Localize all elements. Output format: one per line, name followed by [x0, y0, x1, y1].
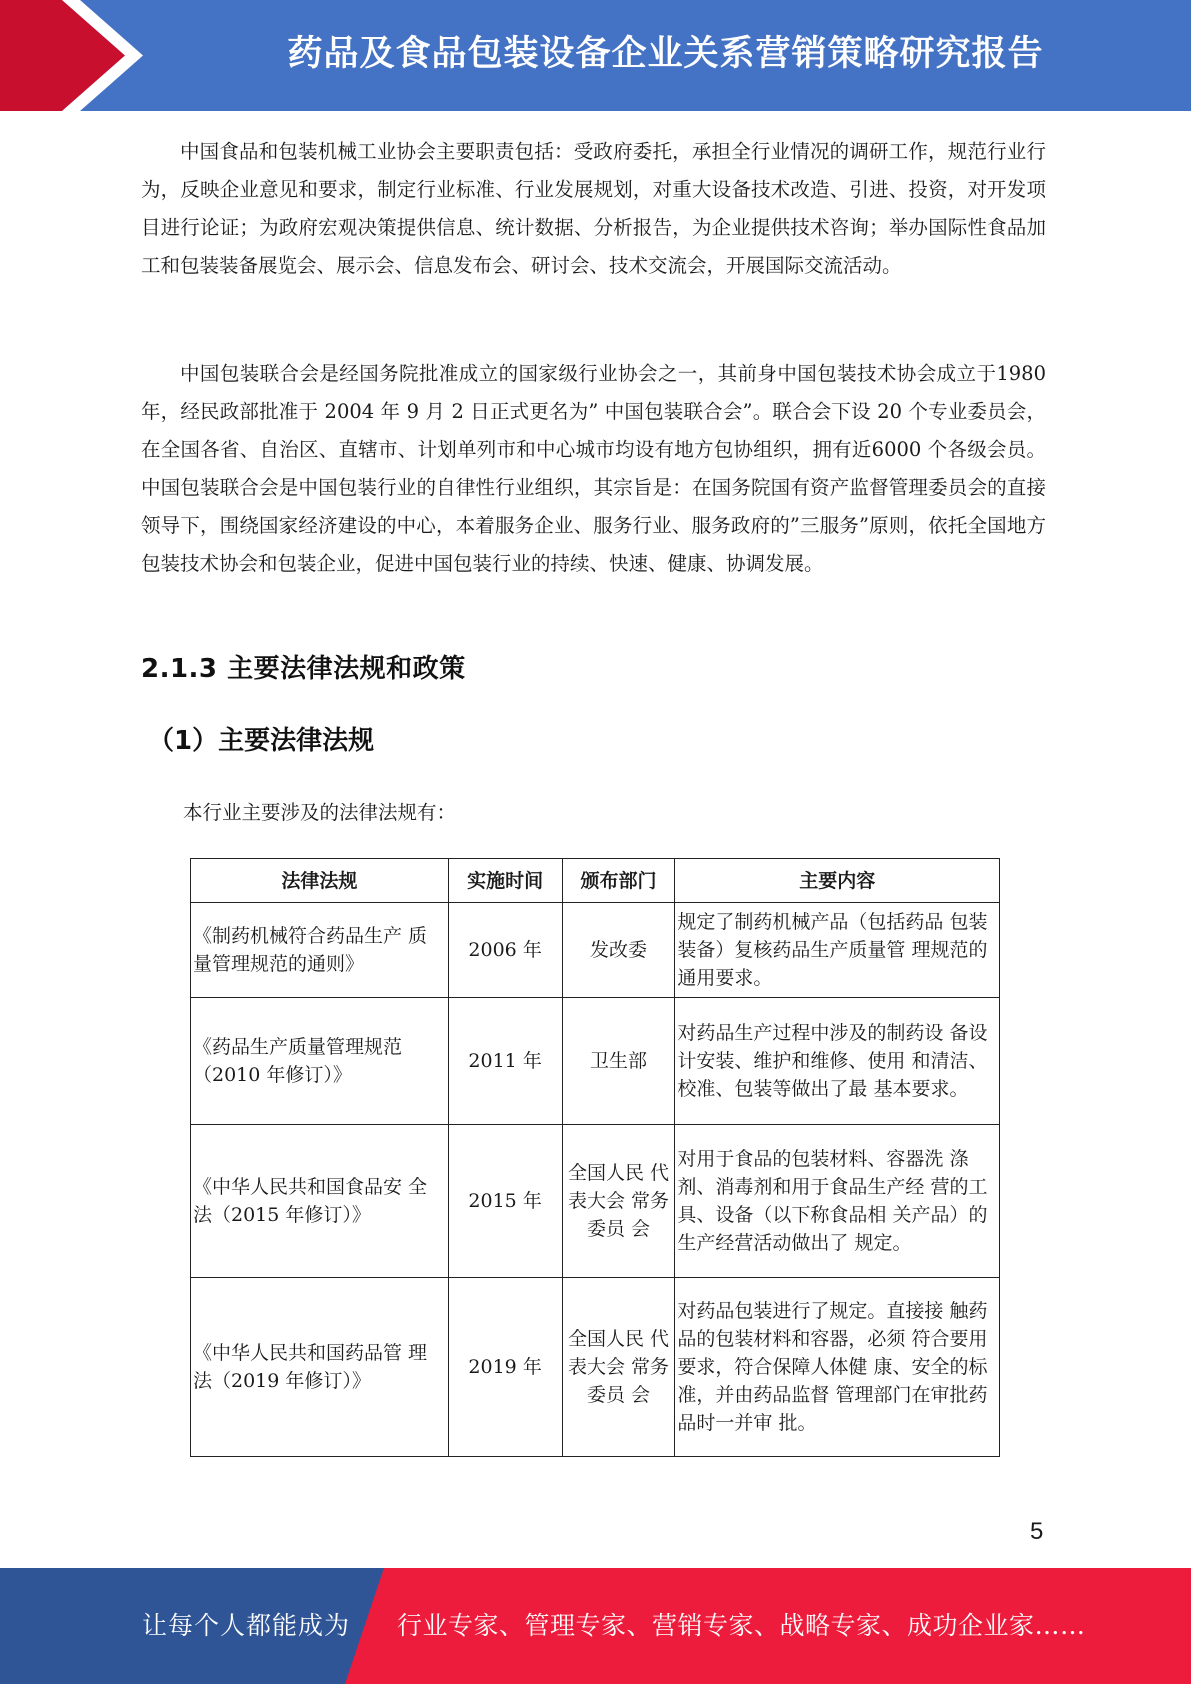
cell-law: 《制药机械符合药品生产 质量管理规范的通则》: [191, 903, 449, 998]
header-content: 主要内容: [675, 859, 1000, 903]
header-date: 实施时间: [448, 859, 562, 903]
report-title: 药品及食品包装设备企业关系营销策略研究报告: [287, 34, 1044, 74]
laws-table: [190, 858, 1000, 1457]
table-row: [191, 998, 1000, 1125]
cell-date: 2011 年: [448, 998, 562, 1125]
page-footer: [0, 1568, 1191, 1684]
cell-date: 2006 年: [448, 903, 562, 998]
sub-heading: （1）主要法律法规: [148, 726, 375, 756]
cell-date: 2015 年: [448, 1125, 562, 1278]
cell-law: 《中华人民共和国药品管 理法（2019 年修订）》: [191, 1278, 449, 1457]
cell-dept: 卫生部: [562, 998, 675, 1125]
table-row: [191, 1125, 1000, 1278]
header-arrow-decoration: [0, 0, 160, 111]
page-header: [0, 0, 1191, 111]
table-intro: 本行业主要涉及的法律法规有：: [183, 801, 457, 824]
paragraph-packaging-federation: 中国包装联合会是经国务院批准成立的国家级行业协会之一，其前身中国包装技术协会成立于1980 年，经民政部批准于 2004 年 9 月 2 日正式更名为” 中国包装联合会”。联合会下设 20 个专业委员会，在全国各省、自治区、直辖市、计划单列市和中心城市均设有地方包协组织，拥有近6000 个各级会员。中国包装联合会是中国包装行业的自律性行业组织，其宗旨是：在国务院国有资产监督管理委员会的直接领导下，围绕国家经济建设的中心，本着服务企业、服务行业、服务政府的”三服务”原则，依托全国地方包装技术协会和包装企业，促进中国包装行业的持续、快速、健康、协调发展。: [141, 362, 1046, 575]
cell-dept: 全国人民 代表大会 常务委员 会: [562, 1125, 675, 1278]
cell-date: 2019 年: [448, 1278, 562, 1457]
table-header-row: [191, 859, 1000, 903]
cell-content: 对用于食品的包装材料、容器洗 涤剂、消毒剂和用于食品生产经 营的工具、设备（以下称食品相 关产品）的生产经营活动做出了 规定。: [675, 1125, 1000, 1278]
table-row: [191, 1278, 1000, 1457]
cell-content: 规定了制药机械产品（包括药品 包装装备）复核药品生产质量管 理规范的通用要求。: [675, 903, 1000, 998]
cell-dept: 全国人民 代表大会 常务委员 会: [562, 1278, 675, 1457]
cell-content: 对药品生产过程中涉及的制药设 备设计安装、维护和维修、使用 和清洁、校准、包装等做出了最 基本要求。: [675, 998, 1000, 1125]
footer-slogan-right: 行业专家、管理专家、营销专家、战略专家、成功企业家……: [397, 1611, 1086, 1640]
cell-content: 对药品包装进行了规定。直接接 触药品的包装材料和容器，必须 符合要用要求，符合保障人体健 康、安全的标准，并由药品监督 管理部门在审批药品时一并审 批。: [675, 1278, 1000, 1457]
footer-slogan-left: 让每个人都能成为: [142, 1611, 351, 1640]
cell-law: 《药品生产质量管理规范（2010 年修订）》: [191, 998, 449, 1125]
table-row: [191, 903, 1000, 998]
paragraph-food-packaging-association: 中国食品和包装机械工业协会主要职责包括：受政府委托，承担全行业情况的调研工作，规范行业行为，反映企业意见和要求，制定行业标准、行业发展规划，对重大设备技术改造、引进、投资，对开发项目进行论证；为政府宏观决策提供信息、统计数据、分析报告，为企业提供技术咨询；举办国际性食品加工和包装装备展览会、展示会、信息发布会、研讨会、技术交流会，开展国际交流活动。: [141, 140, 1046, 277]
page-number: 5: [1030, 1518, 1044, 1545]
cell-dept: 发改委: [562, 903, 675, 998]
cell-law: 《中华人民共和国食品安 全法（2015 年修订）》: [191, 1125, 449, 1278]
header-dept: 颁布部门: [562, 859, 675, 903]
header-law: 法律法规: [191, 859, 449, 903]
section-heading: 2.1.3 主要法律法规和政策: [141, 654, 466, 684]
